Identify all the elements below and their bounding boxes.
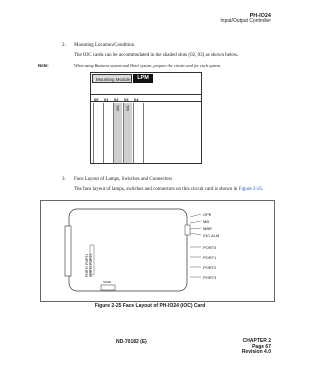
- slot-02-label: 02: [114, 97, 119, 102]
- section3-body: [74, 187, 284, 192]
- card-edge-connector: [65, 226, 71, 276]
- figure-link[interactable]: Figure 2-25: [238, 187, 263, 192]
- slot-03-card: IOC: [126, 105, 130, 112]
- footer-page: Page 67: [252, 343, 271, 350]
- footer-revision: Revision 4.0: [241, 349, 271, 355]
- section2-body: The IOC cards can be accommodated in the shaded slots (02, 03) as shown below.: [74, 53, 239, 58]
- section2-number: 2.: [62, 43, 66, 48]
- lamp-label-ioc-alm: IOC ALM: [203, 233, 220, 238]
- slot-04-label: 04: [134, 97, 139, 102]
- header-subtitle: Input/Output Controller: [220, 18, 271, 25]
- module-badge: LPM: [133, 74, 153, 83]
- section3-number: 3.: [62, 177, 66, 182]
- footer-right: [242, 339, 271, 356]
- slot-00: [93, 103, 102, 163]
- lamp-label-mbr: MBR: [203, 226, 212, 231]
- figure-caption: Figure 2-25 Face Layout of PH-IO24 (IOC) Card: [94, 303, 206, 309]
- page-header: [220, 13, 271, 25]
- port-label-0: PORT0: [203, 245, 217, 250]
- slot-01-label: 01: [104, 97, 109, 102]
- slot-00-label: 00: [94, 97, 99, 102]
- port-label-1: PORT1: [203, 255, 217, 260]
- slot-03: [123, 103, 132, 163]
- slot-02: [113, 103, 122, 163]
- header-model: PH-IO24: [249, 13, 271, 19]
- mounting-module-diagram: [90, 72, 202, 164]
- footer-chapter: CHAPTER 2: [242, 338, 271, 344]
- lamp-block: [185, 225, 190, 235]
- port-label-2: PORT2: [203, 265, 217, 270]
- section2-title: Mounting Location/Condition: [74, 43, 135, 48]
- sw00-switch: [101, 285, 115, 290]
- lamp-label-mb: MB: [203, 219, 209, 224]
- footer-doc-id: ND-70182 (E): [116, 339, 147, 345]
- figure-frame: [40, 200, 275, 302]
- note-text: When using Business system and Hotel system, prepare the circuit card for each system.: [74, 63, 222, 68]
- mounting-module-label: Mounting Module: [92, 74, 132, 83]
- slot-02-card: IOC: [116, 105, 120, 112]
- slot-01: [103, 103, 112, 163]
- slot-05: [143, 103, 152, 163]
- lamp-label-ope: OPE: [203, 212, 212, 217]
- slot-04: [133, 103, 142, 163]
- section3-body-suffix: .: [262, 187, 264, 192]
- port-label-3: PORT3: [203, 275, 217, 280]
- connector-label: PORT0 PORT1 PORT2 PORT3: [85, 253, 93, 277]
- slot-03-label: 03: [124, 97, 129, 102]
- section3-body-text: The face layout of lamps, switches and connectors on this circuit card is shown in: [74, 187, 239, 192]
- card-face-drawing: [41, 201, 274, 301]
- switch-label: SW00: [103, 280, 112, 284]
- note-label: Note:: [38, 63, 49, 68]
- section3-title: Face Layout of Lamps, Switches and Connectors: [74, 177, 173, 182]
